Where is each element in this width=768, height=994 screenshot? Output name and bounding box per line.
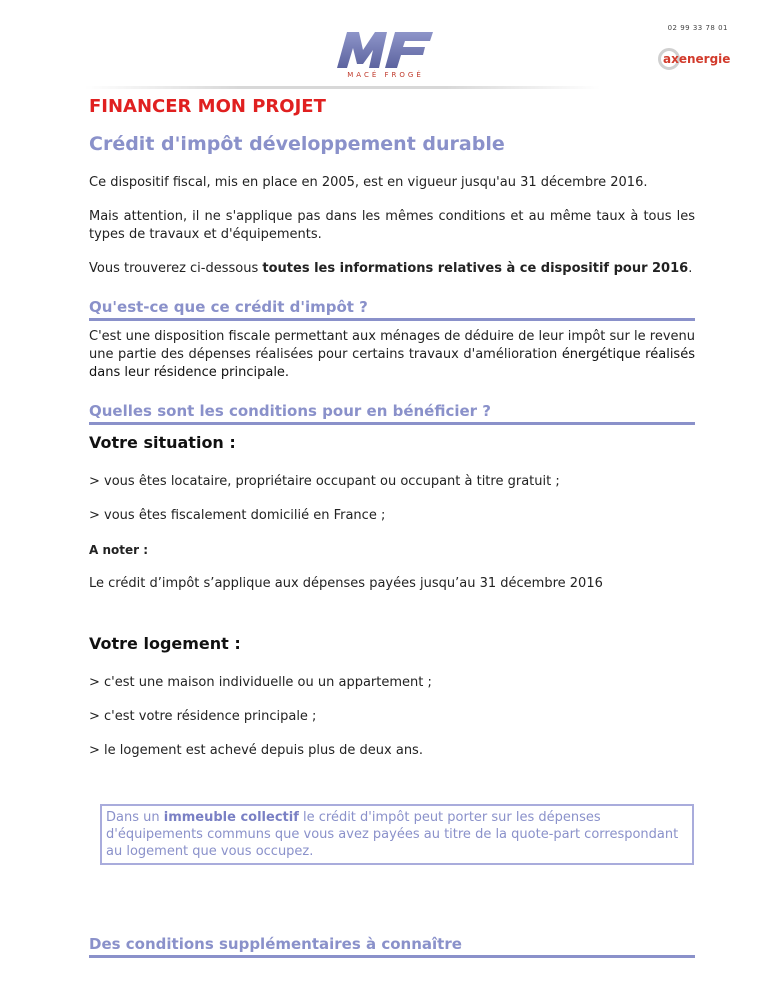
intro-paragraph-2: Mais attention, il ne s'applique pas dans les mêmes conditions et au même taux à tous les types de travaux et d'équipements. [89,209,695,242]
logement-item: > c'est votre résidence principale ; [89,709,317,724]
collective-building-notice [100,804,694,865]
intro-paragraph-1: Ce dispositif fiscal, mis en place en 2005, est en vigueur jusqu'au 31 décembre 2016. [89,175,648,190]
notice-bold: immeuble collectif [163,810,299,825]
section-heading-what: Qu'est-ce que ce crédit d'impôt ? [89,298,695,321]
logement-item: > le logement est achevé depuis plus de deux ans. [89,743,423,758]
section-heading-additional: Des conditions supplémentaires à connaître [89,935,695,958]
page-subtitle: Crédit d'impôt développement durable [89,133,505,155]
intro-p3-prefix: Vous trouverez ci-dessous [89,261,263,276]
main-content [89,96,695,958]
section1-text [89,328,695,382]
notice-prefix: Dans un [106,810,164,825]
page-title: FINANCER MON PROJET [89,96,326,117]
logo-subtitle: MACÉ FROGÉ [347,71,424,79]
logement-title: Votre logement : [89,634,241,653]
situation-item: > vous êtes fiscalement domicilié en France ; [89,508,386,523]
intro-p3-bold: toutes les informations relatives à ce dispositif pour 2016 [262,261,689,276]
section-heading-conditions: Quelles sont les conditions pour en bénéficier ? [89,402,695,425]
intro-p3-suffix: . [688,261,693,276]
intro-paragraph-3 [89,260,695,278]
section1-text-a: C'est une disposition fiscale permettant aux ménages de déduire de leur impôt sur le revenu une partie des dépenses réalisées pour certains travaux d'amélioration [89,329,695,362]
axenergie-wordmark: axenergie [663,52,731,66]
page-header [0,0,768,90]
mace-froge-logo [333,28,438,78]
phone-number: 02 99 33 78 01 [667,24,728,32]
situation-title: Votre situation : [89,433,236,452]
situation-item: > vous êtes locataire, propriétaire occupant ou occupant à titre gratuit ; [89,474,560,489]
note-label: A noter : [89,543,149,557]
logement-item: > c'est une maison individuelle ou un appartement ; [89,675,432,690]
notice-suffix: le crédit d'impôt peut porter sur les dépenses d'équipements communs que vous avez payées au titre de la quote-part correspondant au logement que vous occupez. [106,810,679,859]
mf-logo-icon [333,28,438,72]
section1-text-b: énergétique réalisés dans leur résidence principale. [89,347,695,380]
note-text: Le crédit d’impôt s’applique aux dépenses payées jusqu’au 31 décembre 2016 [89,576,603,591]
axenergie-logo [658,46,731,72]
header-divider [85,86,600,89]
